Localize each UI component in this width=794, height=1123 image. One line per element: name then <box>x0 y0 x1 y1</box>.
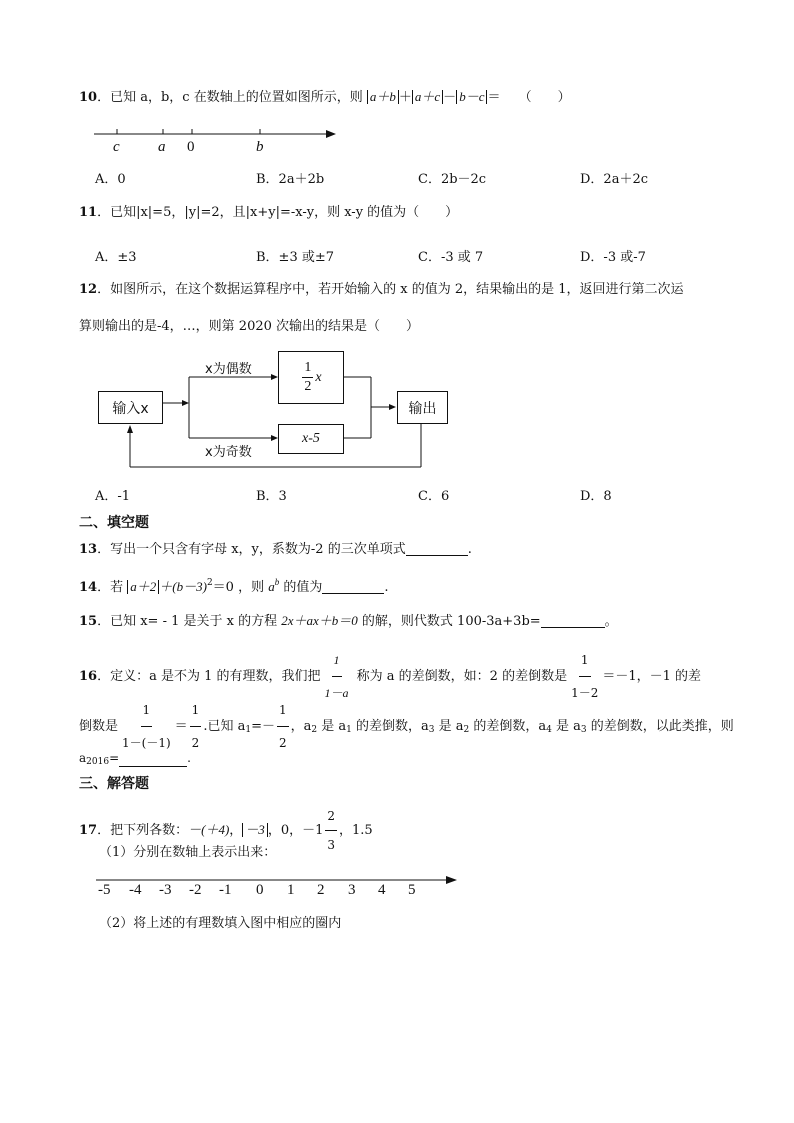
q17-tick--3: -3 <box>159 882 172 898</box>
q15-equation: 2x＋ax＋b＝0 <box>281 613 358 628</box>
q17-num-3-whole: －1 <box>302 823 324 838</box>
q16-text-5: ＝ <box>174 719 188 734</box>
q13-number: 13 <box>79 542 98 557</box>
q14-stem <box>79 578 389 594</box>
q10-minus: － <box>443 90 457 105</box>
q16-sub-1: 1 <box>245 725 252 735</box>
q12-input-label: 输入x <box>112 400 149 417</box>
q12-output-label: 输出 <box>408 400 437 417</box>
q17-num-3-fraction <box>325 803 337 858</box>
q11-number: 11 <box>79 205 98 220</box>
q15-number: 15 <box>79 614 98 629</box>
q16-text-10: 的差倒数，a <box>351 719 429 734</box>
q16-text-7: =－ <box>251 719 275 734</box>
q16-text-13: 是 a <box>551 719 581 734</box>
q17-num-1: －(＋4) <box>188 822 230 837</box>
q17-tick--1: -1 <box>219 882 232 898</box>
q12-odd-label: x为奇数 <box>205 445 252 460</box>
q17-num-2: －3 <box>242 823 268 837</box>
q15-end: 。 <box>604 614 618 629</box>
q16-fraction-a1 <box>277 695 289 758</box>
q17-tick-4: 4 <box>378 882 386 898</box>
q12-number: 12 <box>79 282 98 297</box>
q14-eq: ＝0 ，则 <box>212 580 265 595</box>
q16-sub-6: 4 <box>546 725 552 735</box>
q10-option-d[interactable]: D．2a＋2c <box>580 172 648 187</box>
q14-power-exp: b <box>274 577 280 587</box>
q16-text-3: ＝－1，－1 的差 <box>602 669 702 684</box>
q16-text-2: 称为 a 的差倒数，如：2 的差倒数是 <box>352 669 568 684</box>
q11-option-b[interactable]: B．±3 或±7 <box>256 250 335 265</box>
q16-answer-blank[interactable] <box>119 754 187 767</box>
q16-sub-2: 2 <box>311 725 318 735</box>
section-3-heading: 三、解答题 <box>79 776 149 792</box>
q14-post: 的值为 <box>279 580 323 595</box>
q16-text-12: 的差倒数，a <box>469 719 547 734</box>
q14-square-term: ＋(b－3) <box>159 579 207 594</box>
q17-tick-0: 0 <box>256 882 264 898</box>
q11-option-d[interactable]: D．-3 或-7 <box>580 250 646 265</box>
q17-part-2: （2）将上述的有理数填入图中相应的圈内 <box>99 916 342 931</box>
q17-n3-den: 3 <box>327 838 336 852</box>
q13-answer-blank[interactable] <box>406 543 468 556</box>
q16-f2-num: 1 <box>579 645 591 677</box>
q16-f2-den: 1－2 <box>571 686 599 700</box>
q16-fraction-half <box>190 695 202 758</box>
q10-answer-paren: （ ） <box>518 90 571 105</box>
q12-output-box <box>397 391 448 424</box>
q16-f4-den: 2 <box>191 736 200 750</box>
q17-n3-num: 2 <box>325 803 337 831</box>
q16-f5-num: 1 <box>277 695 289 727</box>
q12-input-box <box>98 391 163 424</box>
q17-tick-3: 3 <box>348 882 356 898</box>
q13-text: ．写出一个只含有字母 x，y，系数为-2 的三次单项式 <box>97 542 406 557</box>
q12-half-denominator: 2 <box>304 379 312 394</box>
q10-text: ．已知 a，b，c 在数轴上的位置如图所示，则 <box>97 90 363 105</box>
q14-number: 14 <box>79 580 98 595</box>
q17-part-1: （1）分别在数轴上表示出来： <box>99 845 277 860</box>
q12-half-fraction <box>302 360 313 395</box>
q12-stem-line2: 算则输出的是-4，…，则第 2020 次输出的结果是（ ） <box>79 319 420 334</box>
q12-stem-line1 <box>79 283 684 296</box>
q17-tick--4: -4 <box>129 882 142 898</box>
q11-option-c[interactable]: C．-3 或 7 <box>418 250 484 265</box>
q16-text-14: 的差倒数，以此类推，则 <box>586 719 734 734</box>
q16-a-2016: a <box>79 751 87 765</box>
q12-half-var: x <box>315 369 322 385</box>
q12-half-numerator: 1 <box>302 360 313 378</box>
q11-text: ．已知|x|=5，|y|=2，且|x+y|=-x-y，则 x-y 的值为（ ） <box>97 205 459 220</box>
q16-f3-num: 1 <box>141 695 153 727</box>
q12-text-1: ．如图所示，在这个数据运算程序中，若开始输入的 x 的值为 2，结果输出的是 1，返回进行第二次运 <box>97 282 684 297</box>
q17-tick-labels <box>96 882 436 902</box>
q10-label-0: 0 <box>187 139 195 155</box>
q14-abs: a＋2 <box>127 580 159 594</box>
q16-text-4: 倒数是 <box>79 719 119 734</box>
q13-stem <box>79 543 472 556</box>
q16-f4-num: 1 <box>190 695 202 727</box>
q17-text: ．把下列各数： <box>97 823 189 838</box>
q17-sep-2: ，0， <box>267 823 303 838</box>
q14-answer-blank[interactable] <box>322 581 384 594</box>
q12-minus5-box <box>278 424 344 454</box>
q16-line3 <box>79 752 191 767</box>
q10-label-a: a <box>158 139 166 155</box>
q16-f3-den: 1－(－1) <box>122 736 171 750</box>
q16-eq: = <box>109 751 120 765</box>
q17-num-4: ，1.5 <box>339 823 373 838</box>
q10-label-b: b <box>256 139 264 155</box>
q16-sub-4: 3 <box>428 725 435 735</box>
q10-number-line <box>90 124 340 156</box>
section-2-heading: 二、填空题 <box>79 515 149 531</box>
q14-power-base: a <box>268 579 275 594</box>
q16-fraction-neg1 <box>120 695 173 758</box>
q16-f5-den: 2 <box>278 736 287 750</box>
q10-abs-1: a＋b <box>367 90 399 104</box>
q15-pre: ．已知 x= - 1 是关于 x 的方程 <box>97 614 278 629</box>
q17-tick--5: -5 <box>98 882 111 898</box>
q10-option-c[interactable]: C．2b－2c <box>418 172 487 187</box>
q17-tick-2: 2 <box>317 882 325 898</box>
q10-option-a[interactable]: A．0 <box>95 172 126 187</box>
q11-option-a[interactable]: A．±3 <box>95 250 137 265</box>
q10-number: 10 <box>79 90 98 105</box>
q16-f1-den: 1－a <box>324 686 349 700</box>
q10-plus: ＋ <box>398 90 412 105</box>
q16-line2 <box>79 695 734 758</box>
q17-number: 17 <box>79 823 98 838</box>
q16-text-11: 是 a <box>434 719 464 734</box>
q10-equals: ＝ <box>487 90 501 105</box>
q16-text-8: ，a <box>290 719 312 734</box>
q10-option-b[interactable]: B．2a＋2b <box>256 172 325 187</box>
q16-text-9: 是 a <box>317 719 347 734</box>
q12-option-a[interactable]: A．-1 <box>95 489 131 504</box>
q16-sub-5: 2 <box>463 725 470 735</box>
q10-stem <box>79 90 571 104</box>
q16-f1-num: 1 <box>332 645 342 677</box>
q12-minus5-label: x-5 <box>302 431 320 446</box>
q16-sub-7: 3 <box>580 725 587 735</box>
q15-post: 的解，则代数式 100-3a+3b= <box>357 614 541 629</box>
q13-end: . <box>467 542 472 557</box>
q16-end: . <box>187 751 191 765</box>
q10-label-c: c <box>113 139 120 155</box>
q14-square-exp: 2 <box>206 578 213 588</box>
q11-stem <box>79 206 458 219</box>
q10-abs-3: b－c <box>456 90 487 104</box>
q12-option-b[interactable]: B．3 <box>256 489 287 504</box>
q16-number: 16 <box>79 669 98 684</box>
q12-half-box <box>278 351 344 404</box>
q15-stem <box>79 614 618 628</box>
q17-sep-1: ， <box>229 823 243 838</box>
q16-sub-2016: 2016 <box>86 757 110 767</box>
q12-even-label: x为偶数 <box>205 362 252 377</box>
q14-pre: ．若 <box>97 580 124 595</box>
q17-tick-1: 1 <box>287 882 295 898</box>
q15-answer-blank[interactable] <box>541 615 605 628</box>
q14-end: . <box>384 580 389 595</box>
q16-sub-3: 1 <box>346 725 352 735</box>
q17-tick--2: -2 <box>189 882 202 898</box>
q12-option-d[interactable]: D．8 <box>580 489 612 504</box>
q17-tick-5: 5 <box>408 882 416 898</box>
q10-abs-2: a＋c <box>412 90 443 104</box>
q16-text-6: .已知 a <box>203 719 246 734</box>
q16-text-1: ．定义：a 是不为 1 的有理数，我们把 <box>97 669 321 684</box>
q12-option-c[interactable]: C．6 <box>418 489 450 504</box>
